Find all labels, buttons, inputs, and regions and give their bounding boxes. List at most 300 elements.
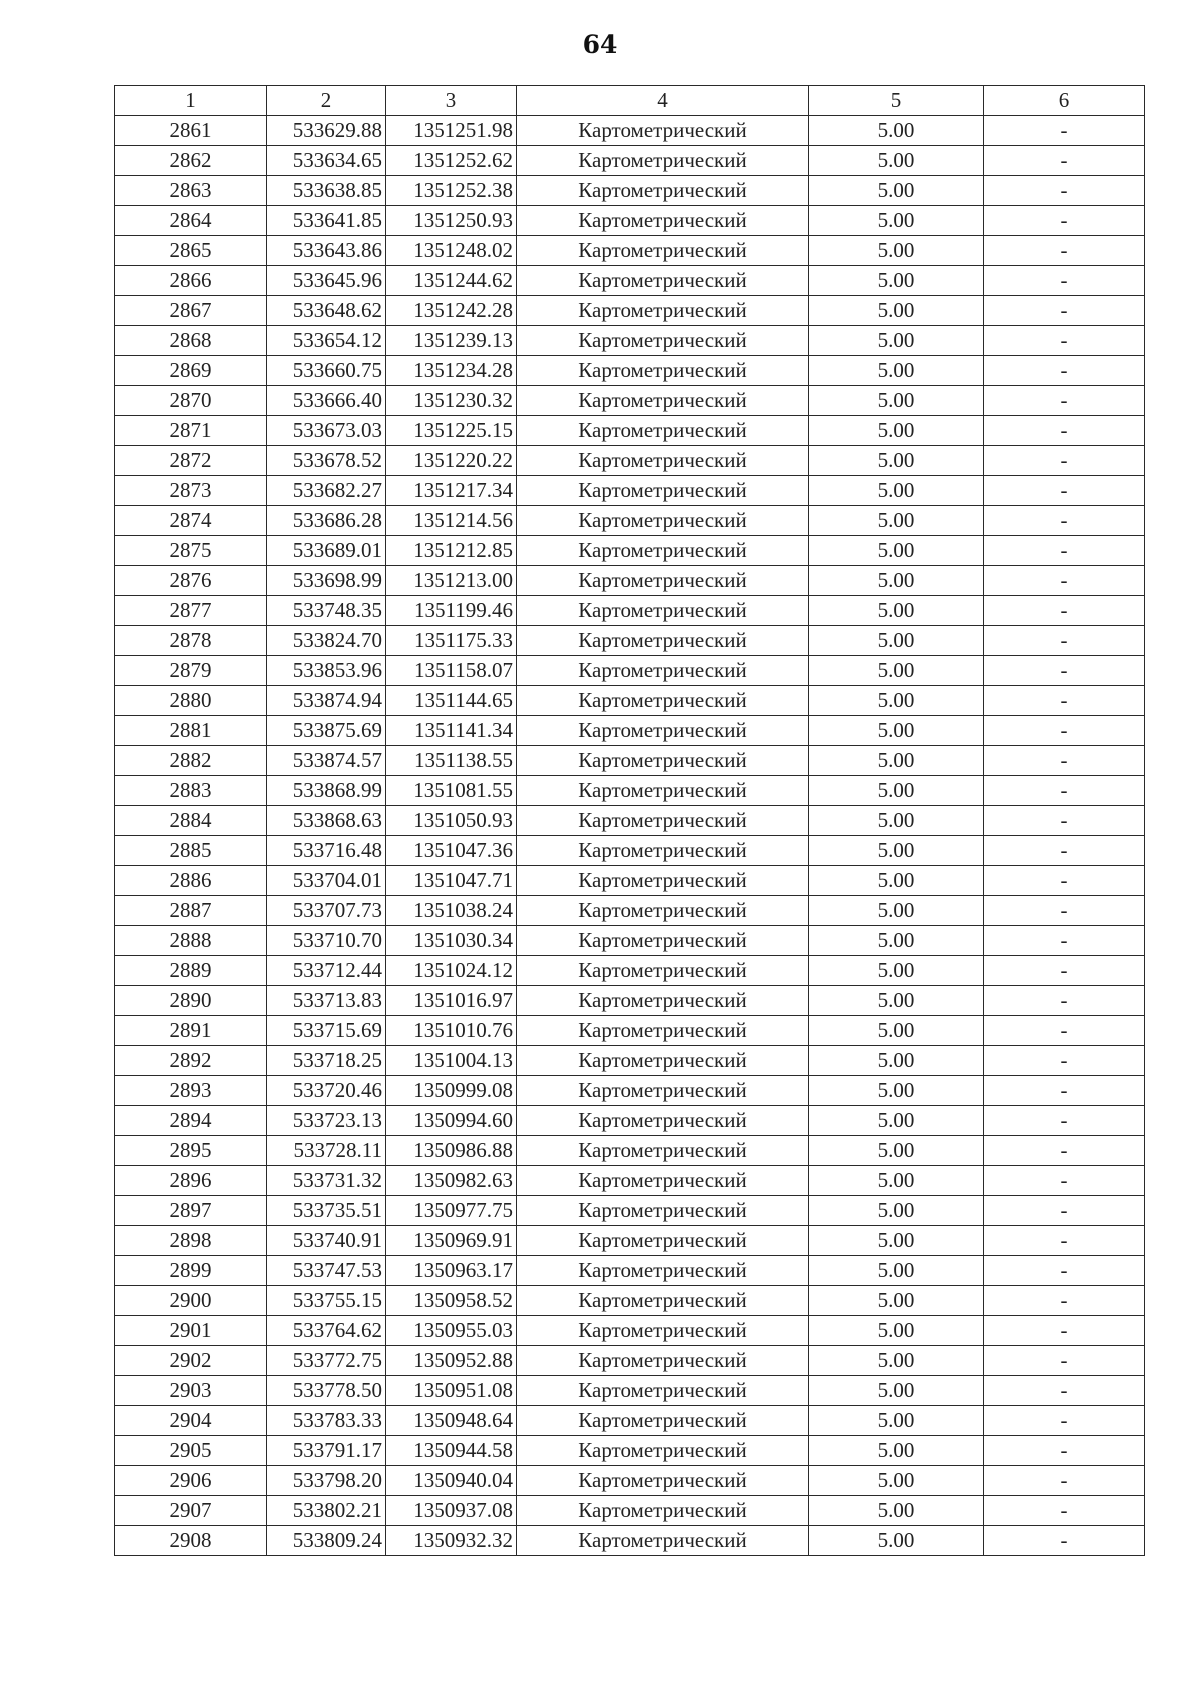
y-coordinate-cell: 1351250.93 — [386, 206, 517, 236]
y-coordinate-cell: 1350963.17 — [386, 1256, 517, 1286]
table-row — [115, 1196, 1145, 1226]
x-coordinate-cell: 533641.85 — [267, 206, 386, 236]
y-coordinate-cell: 1351144.65 — [386, 686, 517, 716]
description-cell: - — [984, 416, 1145, 446]
method-cell: Картометрический — [517, 1496, 809, 1526]
accuracy-cell: 5.00 — [809, 146, 984, 176]
table-row — [115, 1346, 1145, 1376]
y-coordinate-cell: 1351244.62 — [386, 266, 517, 296]
accuracy-cell: 5.00 — [809, 446, 984, 476]
table-header-row — [115, 86, 1145, 116]
accuracy-cell: 5.00 — [809, 836, 984, 866]
y-coordinate-cell: 1351016.97 — [386, 986, 517, 1016]
point-number-cell: 2873 — [115, 476, 267, 506]
y-coordinate-cell: 1351047.71 — [386, 866, 517, 896]
table-row — [115, 1406, 1145, 1436]
y-coordinate-cell: 1350951.08 — [386, 1376, 517, 1406]
table-row — [115, 1316, 1145, 1346]
method-cell: Картометрический — [517, 1346, 809, 1376]
description-cell: - — [984, 1436, 1145, 1466]
description-cell: - — [984, 506, 1145, 536]
method-cell: Картометрический — [517, 926, 809, 956]
description-cell: - — [984, 1346, 1145, 1376]
description-cell: - — [984, 176, 1145, 206]
accuracy-cell: 5.00 — [809, 1076, 984, 1106]
accuracy-cell: 5.00 — [809, 536, 984, 566]
description-cell: - — [984, 536, 1145, 566]
x-coordinate-cell: 533748.35 — [267, 596, 386, 626]
description-cell: - — [984, 686, 1145, 716]
y-coordinate-cell: 1350937.08 — [386, 1496, 517, 1526]
point-number-cell: 2883 — [115, 776, 267, 806]
accuracy-cell: 5.00 — [809, 506, 984, 536]
y-coordinate-cell: 1350994.60 — [386, 1106, 517, 1136]
point-number-cell: 2887 — [115, 896, 267, 926]
method-cell: Картометрический — [517, 386, 809, 416]
method-cell: Картометрический — [517, 1466, 809, 1496]
description-cell: - — [984, 566, 1145, 596]
description-cell: - — [984, 1076, 1145, 1106]
y-coordinate-cell: 1351175.33 — [386, 626, 517, 656]
method-cell: Картометрический — [517, 1436, 809, 1466]
x-coordinate-cell: 533686.28 — [267, 506, 386, 536]
table-row — [115, 1106, 1145, 1136]
method-cell: Картометрический — [517, 296, 809, 326]
point-number-cell: 2869 — [115, 356, 267, 386]
x-coordinate-cell: 533707.73 — [267, 896, 386, 926]
description-cell: - — [984, 1406, 1145, 1436]
table-row — [115, 1436, 1145, 1466]
point-number-cell: 2895 — [115, 1136, 267, 1166]
point-number-cell: 2862 — [115, 146, 267, 176]
description-cell: - — [984, 236, 1145, 266]
table-row — [115, 836, 1145, 866]
y-coordinate-cell: 1351199.46 — [386, 596, 517, 626]
method-cell: Картометрический — [517, 746, 809, 776]
table-row — [115, 866, 1145, 896]
x-coordinate-cell: 533643.86 — [267, 236, 386, 266]
y-coordinate-cell: 1351141.34 — [386, 716, 517, 746]
point-number-cell: 2894 — [115, 1106, 267, 1136]
y-coordinate-cell: 1351225.15 — [386, 416, 517, 446]
table-row — [115, 416, 1145, 446]
point-number-cell: 2864 — [115, 206, 267, 236]
point-number-cell: 2884 — [115, 806, 267, 836]
point-number-cell: 2888 — [115, 926, 267, 956]
point-number-cell: 2898 — [115, 1226, 267, 1256]
method-cell: Картометрический — [517, 896, 809, 926]
method-cell: Картометрический — [517, 776, 809, 806]
y-coordinate-cell: 1351138.55 — [386, 746, 517, 776]
accuracy-cell: 5.00 — [809, 416, 984, 446]
point-number-cell: 2880 — [115, 686, 267, 716]
point-number-cell: 2905 — [115, 1436, 267, 1466]
table-row — [115, 386, 1145, 416]
description-cell: - — [984, 1046, 1145, 1076]
coordinates-table — [114, 85, 1145, 1556]
description-cell: - — [984, 326, 1145, 356]
accuracy-cell: 5.00 — [809, 1136, 984, 1166]
x-coordinate-cell: 533648.62 — [267, 296, 386, 326]
point-number-cell: 2899 — [115, 1256, 267, 1286]
y-coordinate-cell: 1351252.62 — [386, 146, 517, 176]
table-row — [115, 1376, 1145, 1406]
x-coordinate-cell: 533666.40 — [267, 386, 386, 416]
point-number-cell: 2871 — [115, 416, 267, 446]
x-coordinate-cell: 533874.57 — [267, 746, 386, 776]
description-cell: - — [984, 656, 1145, 686]
point-number-cell: 2876 — [115, 566, 267, 596]
description-cell: - — [984, 266, 1145, 296]
table-row — [115, 206, 1145, 236]
accuracy-cell: 5.00 — [809, 1286, 984, 1316]
page-number: 64 — [582, 30, 618, 59]
y-coordinate-cell: 1350969.91 — [386, 1226, 517, 1256]
accuracy-cell: 5.00 — [809, 296, 984, 326]
accuracy-cell: 5.00 — [809, 1376, 984, 1406]
point-number-cell: 2889 — [115, 956, 267, 986]
table-row — [115, 116, 1145, 146]
table-row — [115, 356, 1145, 386]
description-cell: - — [984, 446, 1145, 476]
point-number-cell: 2903 — [115, 1376, 267, 1406]
table-row — [115, 1226, 1145, 1256]
point-number-cell: 2906 — [115, 1466, 267, 1496]
point-number-cell: 2863 — [115, 176, 267, 206]
description-cell: - — [984, 746, 1145, 776]
point-number-cell: 2891 — [115, 1016, 267, 1046]
y-coordinate-cell: 1350932.32 — [386, 1526, 517, 1556]
table-row — [115, 716, 1145, 746]
method-cell: Картометрический — [517, 1076, 809, 1106]
y-coordinate-cell: 1351239.13 — [386, 326, 517, 356]
method-cell: Картометрический — [517, 1136, 809, 1166]
table-row — [115, 896, 1145, 926]
accuracy-cell: 5.00 — [809, 716, 984, 746]
method-cell: Картометрический — [517, 356, 809, 386]
table-row — [115, 596, 1145, 626]
table-row — [115, 536, 1145, 566]
table-row — [115, 1016, 1145, 1046]
table-row — [115, 1136, 1145, 1166]
method-cell: Картометрический — [517, 806, 809, 836]
accuracy-cell: 5.00 — [809, 1016, 984, 1046]
x-coordinate-cell: 533716.48 — [267, 836, 386, 866]
accuracy-cell: 5.00 — [809, 776, 984, 806]
method-cell: Картометрический — [517, 116, 809, 146]
table-row — [115, 1286, 1145, 1316]
y-coordinate-cell: 1351010.76 — [386, 1016, 517, 1046]
method-cell: Картометрический — [517, 656, 809, 686]
method-cell: Картометрический — [517, 236, 809, 266]
y-coordinate-cell: 1350952.88 — [386, 1346, 517, 1376]
accuracy-cell: 5.00 — [809, 686, 984, 716]
y-coordinate-cell: 1351242.28 — [386, 296, 517, 326]
description-cell: - — [984, 1016, 1145, 1046]
accuracy-cell: 5.00 — [809, 1046, 984, 1076]
x-coordinate-cell: 533875.69 — [267, 716, 386, 746]
y-coordinate-cell: 1351047.36 — [386, 836, 517, 866]
description-cell: - — [984, 1376, 1145, 1406]
description-cell: - — [984, 1286, 1145, 1316]
y-coordinate-cell: 1350955.03 — [386, 1316, 517, 1346]
y-coordinate-cell: 1351248.02 — [386, 236, 517, 266]
point-number-cell: 2875 — [115, 536, 267, 566]
method-cell: Картометрический — [517, 1016, 809, 1046]
description-cell: - — [984, 896, 1145, 926]
method-cell: Картометрический — [517, 836, 809, 866]
table-row — [115, 746, 1145, 776]
description-cell: - — [984, 716, 1145, 746]
description-cell: - — [984, 386, 1145, 416]
x-coordinate-cell: 533715.69 — [267, 1016, 386, 1046]
x-coordinate-cell: 533740.91 — [267, 1226, 386, 1256]
y-coordinate-cell: 1351213.00 — [386, 566, 517, 596]
description-cell: - — [984, 1496, 1145, 1526]
accuracy-cell: 5.00 — [809, 1406, 984, 1436]
accuracy-cell: 5.00 — [809, 806, 984, 836]
description-cell: - — [984, 1106, 1145, 1136]
method-cell: Картометрический — [517, 686, 809, 716]
point-number-cell: 2897 — [115, 1196, 267, 1226]
accuracy-cell: 5.00 — [809, 866, 984, 896]
description-cell: - — [984, 356, 1145, 386]
description-cell: - — [984, 836, 1145, 866]
description-cell: - — [984, 1166, 1145, 1196]
method-cell: Картометрический — [517, 1286, 809, 1316]
table-row — [115, 446, 1145, 476]
method-cell: Картометрический — [517, 266, 809, 296]
point-number-cell: 2885 — [115, 836, 267, 866]
x-coordinate-cell: 533689.01 — [267, 536, 386, 566]
method-cell: Картометрический — [517, 566, 809, 596]
x-coordinate-cell: 533704.01 — [267, 866, 386, 896]
accuracy-cell: 5.00 — [809, 746, 984, 776]
point-number-cell: 2878 — [115, 626, 267, 656]
accuracy-cell: 5.00 — [809, 1496, 984, 1526]
column-header-5: 5 — [809, 86, 984, 116]
point-number-cell: 2866 — [115, 266, 267, 296]
method-cell: Картометрический — [517, 176, 809, 206]
table-row — [115, 956, 1145, 986]
x-coordinate-cell: 533698.99 — [267, 566, 386, 596]
description-cell: - — [984, 1136, 1145, 1166]
description-cell: - — [984, 206, 1145, 236]
y-coordinate-cell: 1351230.32 — [386, 386, 517, 416]
y-coordinate-cell: 1350944.58 — [386, 1436, 517, 1466]
point-number-cell: 2861 — [115, 116, 267, 146]
accuracy-cell: 5.00 — [809, 176, 984, 206]
x-coordinate-cell: 533634.65 — [267, 146, 386, 176]
table-body — [115, 116, 1145, 1556]
table-row — [115, 506, 1145, 536]
method-cell: Картометрический — [517, 956, 809, 986]
x-coordinate-cell: 533868.63 — [267, 806, 386, 836]
accuracy-cell: 5.00 — [809, 1316, 984, 1346]
x-coordinate-cell: 533778.50 — [267, 1376, 386, 1406]
x-coordinate-cell: 533747.53 — [267, 1256, 386, 1286]
method-cell: Картометрический — [517, 476, 809, 506]
point-number-cell: 2874 — [115, 506, 267, 536]
y-coordinate-cell: 1350982.63 — [386, 1166, 517, 1196]
y-coordinate-cell: 1351212.85 — [386, 536, 517, 566]
y-coordinate-cell: 1351004.13 — [386, 1046, 517, 1076]
point-number-cell: 2907 — [115, 1496, 267, 1526]
description-cell: - — [984, 776, 1145, 806]
description-cell: - — [984, 1226, 1145, 1256]
description-cell: - — [984, 1316, 1145, 1346]
y-coordinate-cell: 1351081.55 — [386, 776, 517, 806]
table-row — [115, 776, 1145, 806]
y-coordinate-cell: 1350977.75 — [386, 1196, 517, 1226]
method-cell: Картометрический — [517, 986, 809, 1016]
description-cell: - — [984, 1466, 1145, 1496]
method-cell: Картометрический — [517, 326, 809, 356]
x-coordinate-cell: 533735.51 — [267, 1196, 386, 1226]
method-cell: Картометрический — [517, 1046, 809, 1076]
column-header-3: 3 — [386, 86, 517, 116]
method-cell: Картометрический — [517, 1196, 809, 1226]
method-cell: Картометрический — [517, 1256, 809, 1286]
table-row — [115, 1076, 1145, 1106]
description-cell: - — [984, 626, 1145, 656]
point-number-cell: 2892 — [115, 1046, 267, 1076]
accuracy-cell: 5.00 — [809, 1166, 984, 1196]
column-header-4: 4 — [517, 86, 809, 116]
method-cell: Картометрический — [517, 506, 809, 536]
y-coordinate-cell: 1350940.04 — [386, 1466, 517, 1496]
table-row — [115, 926, 1145, 956]
description-cell: - — [984, 1256, 1145, 1286]
point-number-cell: 2877 — [115, 596, 267, 626]
table-row — [115, 236, 1145, 266]
x-coordinate-cell: 533682.27 — [267, 476, 386, 506]
y-coordinate-cell: 1351251.98 — [386, 116, 517, 146]
table-row — [115, 296, 1145, 326]
table-row — [115, 326, 1145, 356]
method-cell: Картометрический — [517, 416, 809, 446]
description-cell: - — [984, 926, 1145, 956]
description-cell: - — [984, 296, 1145, 326]
description-cell: - — [984, 596, 1145, 626]
description-cell: - — [984, 146, 1145, 176]
accuracy-cell: 5.00 — [809, 1256, 984, 1286]
accuracy-cell: 5.00 — [809, 1526, 984, 1556]
x-coordinate-cell: 533713.83 — [267, 986, 386, 1016]
accuracy-cell: 5.00 — [809, 896, 984, 926]
x-coordinate-cell: 533712.44 — [267, 956, 386, 986]
y-coordinate-cell: 1351050.93 — [386, 806, 517, 836]
accuracy-cell: 5.00 — [809, 986, 984, 1016]
description-cell: - — [984, 476, 1145, 506]
accuracy-cell: 5.00 — [809, 116, 984, 146]
accuracy-cell: 5.00 — [809, 1106, 984, 1136]
y-coordinate-cell: 1351252.38 — [386, 176, 517, 206]
table-row — [115, 986, 1145, 1016]
x-coordinate-cell: 533654.12 — [267, 326, 386, 356]
x-coordinate-cell: 533791.17 — [267, 1436, 386, 1466]
x-coordinate-cell: 533755.15 — [267, 1286, 386, 1316]
table-row — [115, 686, 1145, 716]
accuracy-cell: 5.00 — [809, 626, 984, 656]
x-coordinate-cell: 533718.25 — [267, 1046, 386, 1076]
x-coordinate-cell: 533764.62 — [267, 1316, 386, 1346]
x-coordinate-cell: 533868.99 — [267, 776, 386, 806]
accuracy-cell: 5.00 — [809, 206, 984, 236]
description-cell: - — [984, 986, 1145, 1016]
y-coordinate-cell: 1351234.28 — [386, 356, 517, 386]
x-coordinate-cell: 533629.88 — [267, 116, 386, 146]
method-cell: Картометрический — [517, 1376, 809, 1406]
table-row — [115, 1166, 1145, 1196]
x-coordinate-cell: 533731.32 — [267, 1166, 386, 1196]
point-number-cell: 2870 — [115, 386, 267, 416]
accuracy-cell: 5.00 — [809, 656, 984, 686]
point-number-cell: 2901 — [115, 1316, 267, 1346]
y-coordinate-cell: 1351214.56 — [386, 506, 517, 536]
y-coordinate-cell: 1351220.22 — [386, 446, 517, 476]
point-number-cell: 2902 — [115, 1346, 267, 1376]
accuracy-cell: 5.00 — [809, 1436, 984, 1466]
point-number-cell: 2882 — [115, 746, 267, 776]
point-number-cell: 2893 — [115, 1076, 267, 1106]
column-header-1: 1 — [115, 86, 267, 116]
table-row — [115, 1526, 1145, 1556]
description-cell: - — [984, 956, 1145, 986]
column-header-2: 2 — [267, 86, 386, 116]
method-cell: Картометрический — [517, 1106, 809, 1136]
description-cell: - — [984, 116, 1145, 146]
x-coordinate-cell: 533710.70 — [267, 926, 386, 956]
table-row — [115, 626, 1145, 656]
x-coordinate-cell: 533723.13 — [267, 1106, 386, 1136]
y-coordinate-cell: 1351217.34 — [386, 476, 517, 506]
point-number-cell: 2900 — [115, 1286, 267, 1316]
table-row — [115, 1256, 1145, 1286]
description-cell: - — [984, 1196, 1145, 1226]
method-cell: Картометрический — [517, 716, 809, 746]
method-cell: Картометрический — [517, 446, 809, 476]
y-coordinate-cell: 1351038.24 — [386, 896, 517, 926]
table-row — [115, 1466, 1145, 1496]
table-row — [115, 566, 1145, 596]
accuracy-cell: 5.00 — [809, 386, 984, 416]
method-cell: Картометрический — [517, 596, 809, 626]
x-coordinate-cell: 533660.75 — [267, 356, 386, 386]
x-coordinate-cell: 533824.70 — [267, 626, 386, 656]
y-coordinate-cell: 1350999.08 — [386, 1076, 517, 1106]
point-number-cell: 2890 — [115, 986, 267, 1016]
point-number-cell: 2904 — [115, 1406, 267, 1436]
table-row — [115, 476, 1145, 506]
point-number-cell: 2881 — [115, 716, 267, 746]
x-coordinate-cell: 533638.85 — [267, 176, 386, 206]
method-cell: Картометрический — [517, 1406, 809, 1436]
accuracy-cell: 5.00 — [809, 566, 984, 596]
method-cell: Картометрический — [517, 146, 809, 176]
y-coordinate-cell: 1350958.52 — [386, 1286, 517, 1316]
x-coordinate-cell: 533728.11 — [267, 1136, 386, 1166]
point-number-cell: 2879 — [115, 656, 267, 686]
y-coordinate-cell: 1351030.34 — [386, 926, 517, 956]
accuracy-cell: 5.00 — [809, 1196, 984, 1226]
method-cell: Картометрический — [517, 206, 809, 236]
method-cell: Картометрический — [517, 1526, 809, 1556]
table-row — [115, 806, 1145, 836]
table-row — [115, 176, 1145, 206]
x-coordinate-cell: 533645.96 — [267, 266, 386, 296]
method-cell: Картометрический — [517, 536, 809, 566]
